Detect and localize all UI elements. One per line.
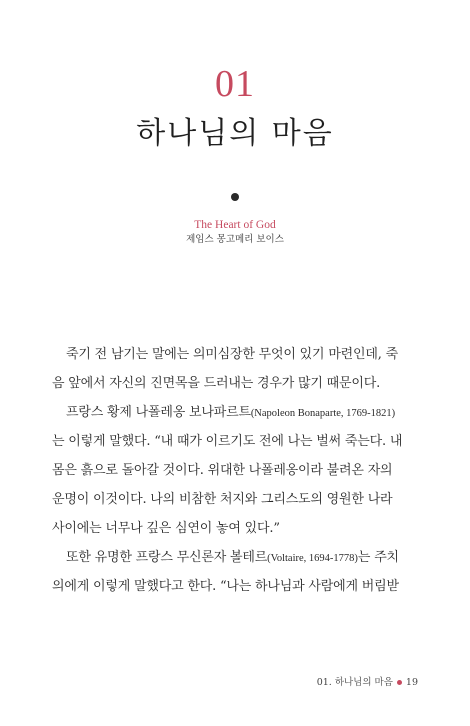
paragraph-2-line-2: 는 이렇게 말했다. “내 때가 이르기도 전에 나는 벌써 죽는다. 내 <box>52 434 403 449</box>
hymn-author: 제임스 몽고메리 보이스 <box>186 234 284 245</box>
paragraph-1-line-2: 음 앞에서 자신의 진면목을 드러내는 경우가 많기 때문이다. <box>52 376 381 391</box>
paragraph-1-line-1: 죽기 전 남기는 말에는 의미심장한 무엇이 있기 마련인데, 죽 <box>66 347 398 362</box>
paragraph-3-line-1 <box>52 543 422 572</box>
section-divider-dot <box>231 193 239 201</box>
voltaire-intro-text: 또한 유명한 프랑스 무신론자 볼테르 <box>66 550 268 565</box>
footer-bullet-icon <box>397 680 402 685</box>
body-text <box>52 340 422 601</box>
paragraph-2-line-4: 운명이 이것이다. 나의 비참한 처지와 그리스도의 영원한 나라 <box>52 492 393 507</box>
napoleon-name-text: 프랑스 황제 나폴레옹 보나파르트 <box>66 405 251 420</box>
hymn-title: The Heart of God <box>194 219 276 231</box>
paragraph-2-line-1 <box>52 398 422 427</box>
page-footer <box>317 674 418 688</box>
chapter-title: 하나님의 마음 <box>136 116 334 151</box>
napoleon-dates: (Napoleon Bonaparte, 1769-1821) <box>250 408 396 419</box>
page-number: 19 <box>405 677 418 688</box>
chapter-number: 01 <box>215 63 255 105</box>
paragraph-2-line-5: 사이에는 너무나 깊은 심연이 놓여 있다.” <box>52 521 280 536</box>
footer-chapter-label: 01. 하나님의 마음 <box>316 677 393 688</box>
voltaire-line-tail: 는 주치 <box>357 550 399 565</box>
paragraph-2-line-3: 몸은 흙으로 돌아갈 것이다. 위대한 나폴레옹이라 불려온 자의 <box>52 463 393 478</box>
voltaire-dates: (Voltaire, 1694-1778) <box>267 553 358 564</box>
paragraph-3-line-2: 의에게 이렇게 말했다고 한다. “나는 하나님과 사람에게 버림받 <box>52 579 399 594</box>
